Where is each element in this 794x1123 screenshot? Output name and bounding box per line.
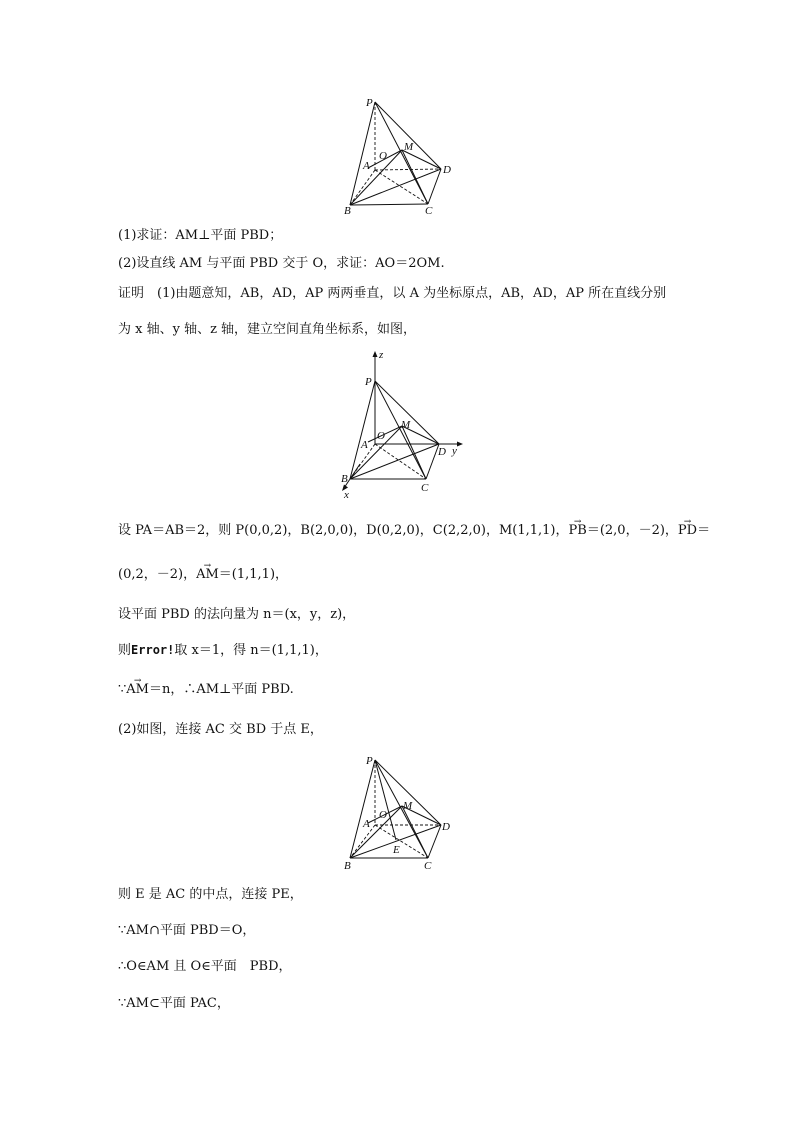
label-c: C [424, 860, 432, 872]
error-line: 则Error!取 x＝1，得 n＝(1,1,1)， [118, 643, 328, 658]
subset-line: ∵AM⊂平面 PAC， [118, 996, 230, 1011]
label-e: E [393, 844, 400, 856]
figure-pyramid-1 [330, 92, 470, 220]
label-a: A [361, 439, 368, 451]
label-m: M [401, 419, 411, 431]
label-b: B [341, 473, 348, 485]
label-d: D [442, 821, 450, 833]
proof-line-1: 证明 (1)由题意知，AB，AD，AP 两两垂直，以 A 为坐标原点，AB，AD，AP 所在直线分别 [118, 286, 667, 301]
intersection-line: ∵AM∩平面 PBD＝O， [118, 923, 256, 938]
label-o: O [377, 430, 385, 442]
label-d: D [443, 164, 451, 176]
membership-line: ∴O∈AM 且 O∈平面 PBD， [118, 959, 292, 974]
figure-pyramid-2 [330, 748, 470, 876]
label-m: M [403, 800, 413, 812]
proof-line-2: 为 x 轴、y 轴、z 轴，建立空间直角坐标系，如图， [118, 322, 417, 337]
label-d: D [438, 446, 446, 458]
coordinates-line-1: 设 PA＝AB＝2，则 P(0,0,2)，B(2,0,0)，D(0,2,0)，C(2,2,0)，M(1,1,1)，→ PB＝(2,0，－2)，→ PD＝ [118, 523, 710, 539]
question-2: (2)设直线 AM 与平面 PBD 交于 O，求证：AO＝2OM. [118, 256, 445, 271]
because-line: ∵→ AM＝n，∴AM⊥平面 PBD. [118, 682, 294, 698]
part-2-line: (2)如图，连接 AC 交 BD 于点 E， [118, 722, 323, 737]
label-c: C [425, 205, 433, 217]
midpoint-line: 则 E 是 AC 的中点，连接 PE， [118, 887, 303, 902]
normal-vector-line: 设平面 PBD 的法向量为 n＝(x，y，z)， [118, 607, 356, 622]
axis-y-label: y [452, 445, 457, 457]
label-b: B [344, 860, 351, 872]
error-text: Error! [131, 643, 175, 657]
label-c: C [421, 482, 429, 494]
label-m: M [404, 141, 414, 153]
coordinates-line-2: (0,2，－2)，→ AM＝(1,1,1)， [118, 567, 288, 583]
label-b: B [344, 205, 351, 217]
question-1: (1)求证：AM⊥平面 PBD； [118, 228, 283, 243]
label-p: P [365, 376, 372, 388]
label-o: O [379, 150, 387, 162]
axis-x-label: x [344, 489, 349, 500]
figure-pyramid-coordinates [330, 348, 470, 500]
vector-am: → AM [196, 567, 219, 583]
vector-pd: → PD [678, 523, 697, 539]
label-a: A [363, 818, 370, 830]
label-p: P [366, 97, 373, 109]
label-p: P [366, 755, 373, 767]
vector-am-2: → AM [126, 682, 149, 698]
vector-pb: → PB [569, 523, 587, 539]
label-a: A [363, 160, 370, 172]
label-o: O [379, 809, 387, 821]
axis-z-label: z [379, 349, 384, 361]
